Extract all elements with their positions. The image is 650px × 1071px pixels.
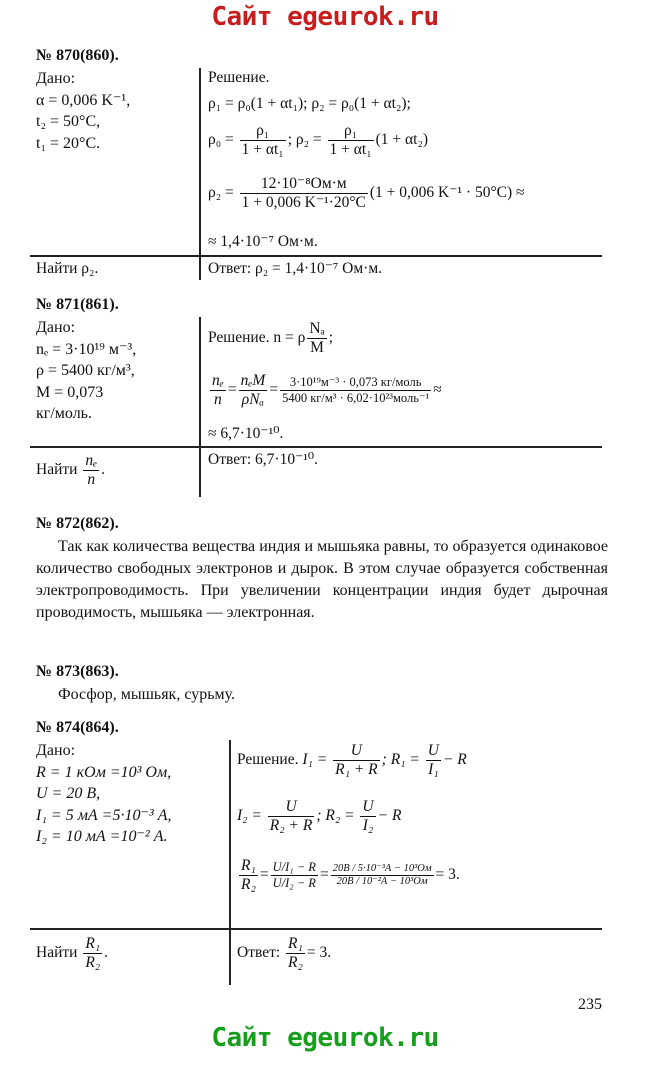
fraction: [239, 857, 258, 894]
fraction-numerator: U: [362, 798, 374, 815]
divider-horizontal: [30, 255, 602, 257]
rho0-label: ρ₀ =: [208, 130, 234, 148]
fraction-numerator: nₑ: [212, 372, 224, 389]
problem-874-heading: № 874(864).: [36, 719, 119, 736]
given-line: U = 20 В,: [36, 785, 101, 802]
fraction: [360, 798, 375, 835]
fraction-numerator: U/I₁ − R: [272, 860, 316, 875]
given-line: I₁ = 5 мА =5·10⁻³ А,: [36, 806, 172, 824]
divider-vertical: [229, 740, 231, 985]
fraction: [240, 122, 286, 159]
given-line: t₂ = 50°C,: [36, 113, 101, 130]
equation-rho0-rho2: ρ₀ = $\frac{\text{ρ₁}}{\text{1 + αt₁}}$ ; ρ₂ = $\frac{\text{ρ₁}}{\text{1 + αt₁}}$ (1 + αt₂): [208, 122, 429, 158]
given-label: Дано:: [36, 319, 76, 336]
equals-sign: =: [259, 865, 269, 883]
given-line: кг/моль.: [36, 405, 92, 422]
fraction-numerator: R₁: [288, 935, 303, 952]
fraction-denominator: 1 + αt₁: [241, 140, 284, 158]
fraction: [271, 860, 318, 890]
fraction-numerator: nₑ: [85, 452, 98, 469]
problem-871-given: [36, 317, 196, 425]
equation-I1-R1: [237, 742, 467, 779]
solution-label: Решение.: [237, 750, 299, 768]
fraction-numerator: 3·10¹⁹м⁻³ · 0,073 кг/моль: [280, 375, 431, 390]
problem-872-heading: № 872(862).: [36, 515, 119, 532]
fraction: [286, 935, 305, 972]
given-label: Дано:: [36, 70, 76, 87]
I1-label: I₁ =: [302, 750, 328, 768]
problem-873-text: Фосфор, мышьяк, сурьму.: [58, 686, 236, 703]
fraction-numerator: nₑM: [240, 372, 266, 389]
fraction: [210, 372, 226, 409]
fraction-denominator: n: [214, 390, 222, 408]
given-line: M = 0,073: [36, 383, 104, 401]
answer: Ответ: ρ₂ = 1,4·10⁻⁷ Ом·м.: [208, 260, 383, 277]
equals-sign: =: [269, 380, 279, 398]
equation-tail: − R: [377, 806, 402, 824]
given-line: nₑ = 3·10¹⁹ м⁻³,: [36, 340, 137, 358]
fraction-denominator: ρNₐ: [241, 390, 265, 408]
answer: Ответ: 6,7·10⁻¹⁰.: [208, 451, 318, 468]
problem-873-heading: № 873(863).: [36, 663, 119, 680]
solution-label: Решение. n = ρ: [208, 328, 306, 346]
given-line: t₁ = 20°C.: [36, 134, 101, 152]
fraction-numerator: ρ₁: [240, 122, 286, 141]
equation-ratio: [237, 857, 460, 894]
fraction: [239, 372, 268, 409]
fraction-numerator: U: [268, 798, 315, 817]
site-banner-bottom: Сайт egeurok.ru: [211, 1023, 439, 1053]
fraction: [240, 175, 368, 212]
find-label: Найти ρ₂.: [36, 260, 99, 277]
fraction-denominator: R₁ + R: [335, 760, 378, 778]
page-number: 235: [578, 996, 602, 1013]
find-label: Найти: [36, 943, 78, 961]
fraction-denominator: 5400 кг/м³ · 6,02·10²³моль⁻¹: [282, 390, 430, 405]
fraction-denominator: 1 + αt₁: [329, 140, 372, 158]
R1-label: ; R₁ =: [381, 750, 420, 768]
fraction: [426, 742, 441, 779]
fraction-numerator: U: [333, 742, 380, 761]
fraction: [83, 935, 102, 972]
R2-label: ; R₂ =: [316, 806, 355, 824]
fraction-denominator: R₂ + R: [269, 816, 313, 834]
fraction-denominator: R₂: [288, 953, 303, 971]
given-line: α = 0,006 K⁻¹,: [36, 91, 131, 109]
problem-874-given: [36, 740, 231, 848]
fraction: [328, 122, 374, 159]
fraction-numerator: Nₐ: [309, 320, 325, 337]
fraction: [333, 742, 380, 779]
given-label: Дано:: [36, 742, 76, 759]
solution-label: Решение.: [208, 69, 270, 86]
divider-horizontal: [30, 928, 602, 930]
fraction-numerator: R₁: [241, 857, 256, 874]
given-line: ρ = 5400 кг/м³,: [36, 362, 135, 379]
fraction-denominator: n: [87, 470, 96, 488]
I2-label: I₂ =: [237, 806, 262, 824]
fraction: [280, 375, 431, 405]
equals-sign: =: [319, 865, 329, 883]
problem-870-heading: № 870(860).: [36, 47, 119, 64]
fraction-denominator: I₁: [428, 760, 439, 778]
answer-label: Ответ:: [237, 943, 281, 961]
fraction-denominator: U/I₂ − R: [272, 875, 316, 890]
given-line: I₂ = 10 мА =10⁻² А.: [36, 828, 168, 845]
semicolon: ;: [328, 328, 334, 346]
fraction: [331, 863, 434, 888]
equals-sign: =: [227, 380, 237, 398]
fraction-denominator: 1 + 0,006 K⁻¹·20°C: [241, 193, 366, 211]
find-block: [36, 935, 108, 972]
find-block: Найти $\frac{\text{nₑ}}{n}$ .: [36, 452, 106, 488]
equation-tail: (1 + 0,006 K⁻¹ · 50°C) ≈: [369, 183, 525, 201]
answer: [237, 935, 331, 972]
fraction-numerator: ρ₁: [328, 122, 374, 141]
fraction-numerator: U: [427, 742, 439, 759]
rho2-label: ρ₂ =: [208, 183, 234, 201]
equation-ratio: [208, 372, 442, 409]
fraction-denominator: R₂: [85, 953, 101, 971]
find-label: Найти: [36, 460, 78, 478]
approximation: ≈ 1,4·10⁻⁷ Ом·м.: [208, 233, 318, 250]
find-dot: .: [104, 943, 109, 961]
divider-horizontal: [30, 446, 602, 448]
fraction-numerator: 20В / 5·10⁻³А − 10³Ом: [331, 863, 434, 876]
result: = 3.: [435, 865, 460, 883]
equation-I2-R2: [237, 798, 401, 835]
rho2-label: ρ₂ =: [295, 130, 322, 148]
divider-vertical: [199, 68, 201, 280]
fraction-denominator: M: [310, 338, 324, 356]
solution-line: [208, 320, 333, 357]
problem-870-given: [36, 68, 196, 154]
approximation: ≈ 6,7·10⁻¹⁰.: [208, 425, 284, 442]
divider-vertical: [199, 317, 201, 497]
problem-872-text: Так как количества вещества индия и мышьяка равны, то образуется одинаковое количество свободных электронов и дырок. В этом случае образуется собственная электропроводимость. При увеличении концентрации индия будет дырочная проводимость, мышьяка — электронная.: [36, 538, 608, 621]
fraction: [268, 798, 315, 835]
answer-tail: = 3.: [306, 943, 332, 961]
fraction-denominator: 20В / 10⁻²А − 10³Ом: [336, 875, 428, 887]
problem-871-heading: № 871(861).: [36, 296, 119, 313]
fraction: [307, 320, 326, 357]
fraction-denominator: I₂: [362, 816, 374, 834]
equation-tail: − R: [442, 750, 467, 768]
fraction-numerator: 12·10⁻⁸Ом·м: [240, 175, 368, 194]
fraction-numerator: R₁: [85, 935, 101, 952]
equation-line: ρ₁ = ρ₀(1 + αt₁); ρ₂ = ρ₀(1 + αt₂);: [208, 95, 411, 112]
approx-sign: ≈: [433, 380, 442, 398]
site-banner-top: Сайт egeurok.ru: [211, 2, 439, 32]
equation-tail: (1 + αt₂): [375, 130, 429, 148]
equation-rho2-calc: [208, 175, 525, 212]
fraction: [83, 452, 99, 489]
given-line: R = 1 кОм =10³ Ом,: [36, 763, 172, 781]
fraction-denominator: R₂: [241, 875, 256, 893]
